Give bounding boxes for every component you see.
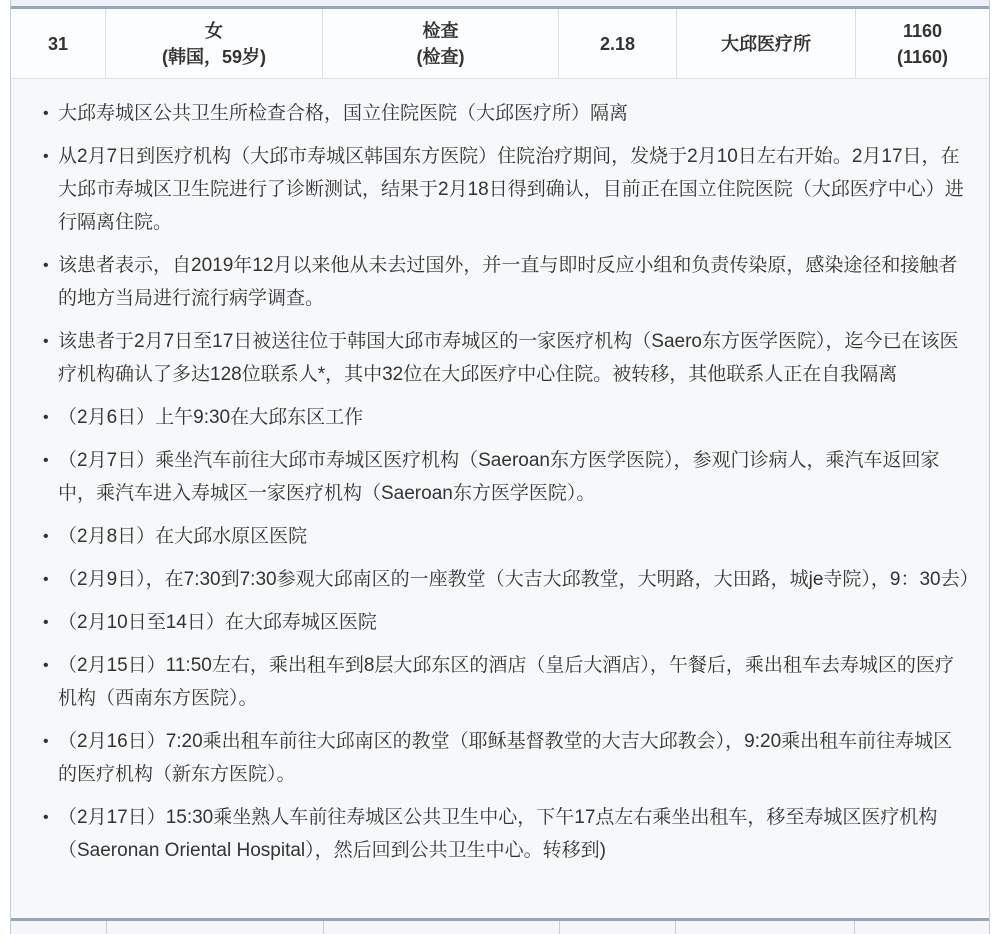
- detail-item: • （2月7日）乘坐汽车前往大邱市寿城区医疗机构（Saeroan东方医学医院），参观门诊病人，乘汽车返回家中，乘汽车进入寿城区一家医疗机构（Saeroan东方医学医院）。: [58, 444, 971, 510]
- column-divider: [559, 921, 560, 934]
- cell-case-number: [11, 9, 106, 78]
- contact-count: 1160: [902, 20, 943, 41]
- gender-detail: (韩国，59岁): [161, 46, 266, 67]
- detail-item: • （2月17日）15:30乘坐熟人车前往寿城区公共卫生中心，下午17点左右乘坐出租车，移至寿城区医疗机构（Saeronan Oriental Hospital），然后回到公共卫生中心。转移到): [58, 801, 971, 867]
- detail-item: • （2月9日），在7:30到7:30参观大邱南区的一座教堂（大吉大邱教堂，大明路，大田路，城je寺院），9：30去）: [58, 563, 971, 596]
- column-divider: [854, 921, 855, 934]
- hospital: 大邱医疗所: [721, 33, 811, 54]
- detail-item: • （2月16日）7:20乘出租车前往大邱南区的教堂（耶稣基督教堂的大吉大邱教会），9:20乘出租车前往寿城区的医疗机构（新东方医院）。: [58, 725, 971, 791]
- patient-details-cell: [11, 78, 989, 918]
- status: 检查: [422, 20, 459, 41]
- detail-item: • （2月15日）11:50左右，乘出租车到8层大邱东区的酒店（皇后大酒店），午餐后，乘出租车去寿城区的医疗机构（西南东方医院）。: [58, 649, 971, 715]
- cell-status: [323, 9, 559, 78]
- detail-item: • （2月8日）在大邱水原区医院: [58, 520, 971, 553]
- previous-row-edge: [11, 0, 989, 6]
- status-detail: (检查): [416, 46, 465, 67]
- detail-item: • （2月6日）上午9:30在大邱东区工作: [58, 401, 971, 434]
- patient-summary-row: [11, 9, 989, 78]
- detail-item: • 大邱寿城区公共卫生所检查合格，国立住院医院（大邱医疗所）隔离: [58, 97, 971, 130]
- cell-confirm-date: [559, 9, 677, 78]
- contact-count-detail: (1160): [896, 46, 949, 67]
- column-divider: [323, 921, 324, 934]
- next-row-edge: [11, 921, 989, 934]
- detail-item: • 从2月7日到医疗机构（大邱市寿城区韩国东方医院）住院治疗期间，发烧于2月10日左右开始。2月17日，在大邱市寿城区卫生院进行了诊断测试，结果于2月18日得到确认，目前正在国立住院医院（大邱医疗中心）进行隔离住院。: [58, 140, 971, 239]
- gender: 女: [205, 20, 223, 41]
- detail-item: • 该患者表示，自2019年12月以来他从未去过国外，并一直与即时反应小组和负责传染原，感染途径和接触者的地方当局进行流行病学调查。: [58, 249, 971, 315]
- cell-contact-count: [856, 9, 989, 78]
- cell-gender: [106, 9, 323, 78]
- case-number: 31: [47, 33, 69, 54]
- column-divider: [106, 921, 107, 934]
- detail-item: • （2月10日至14日）在大邱寿城区医院: [58, 606, 971, 639]
- patient-details-list: [11, 79, 989, 867]
- patient-case-table: [10, 0, 990, 934]
- detail-item: • 该患者于2月7日至17日被送往位于韩国大邱市寿城区的一家医疗机构（Saero东方医学医院），迄今已在该医疗机构确认了多达128位联系人*，其中32位在大邱医疗中心住院。被转移，其他联系人正在自我隔离: [58, 325, 971, 391]
- column-divider: [675, 921, 676, 934]
- cell-hospital: [677, 9, 856, 78]
- confirm-date: 2.18: [599, 33, 636, 54]
